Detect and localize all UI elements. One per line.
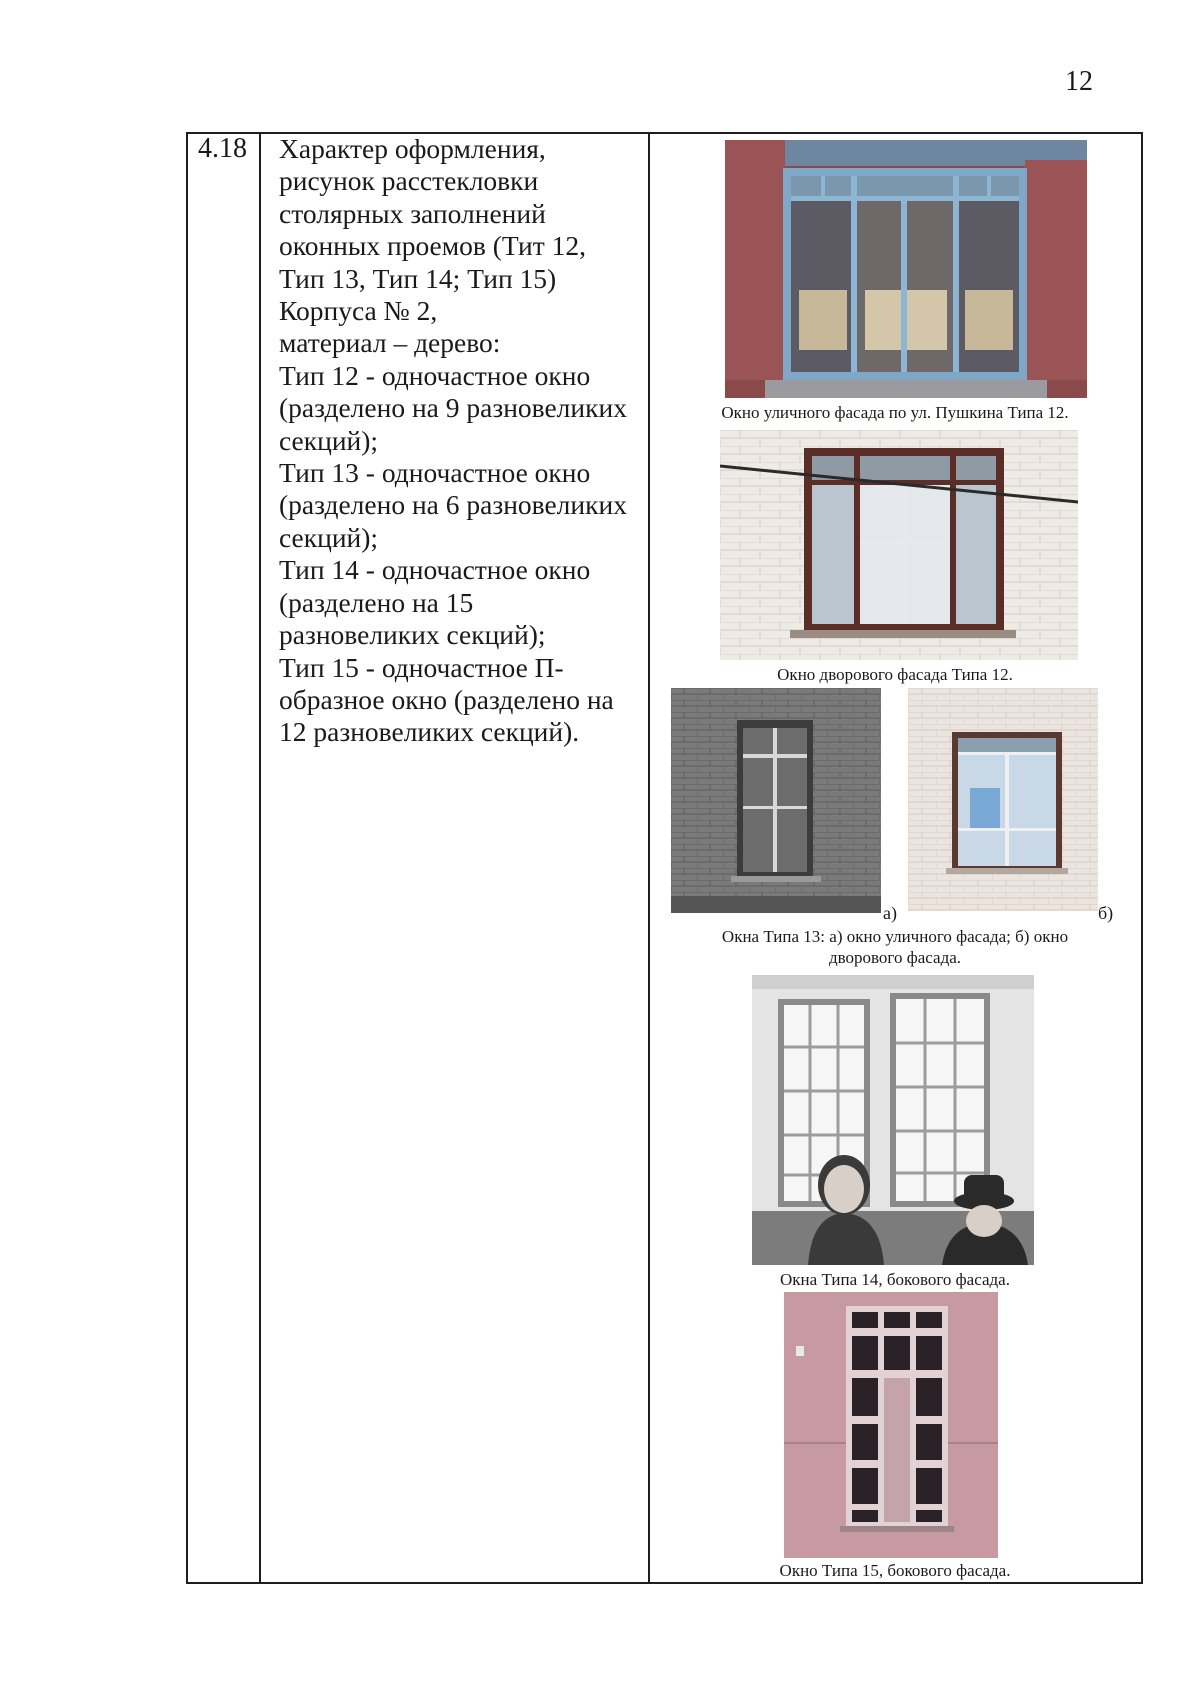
type13-yard-window-photo bbox=[908, 688, 1098, 911]
desc-line: Тип 12 - одночастное окно bbox=[279, 359, 591, 391]
desc-line: Тип 14 - одночастное окно bbox=[279, 554, 591, 586]
type14-caption: Окна Типа 14, бокового фасада. bbox=[780, 1270, 1010, 1289]
row-number: 4.18 bbox=[198, 133, 247, 164]
desc-line: 12 разновеликих секций). bbox=[279, 716, 580, 748]
type13-caption-line-2: дворового фасада. bbox=[828, 948, 962, 967]
desc-line: образное окно (разделено на bbox=[279, 683, 614, 715]
table-border-left bbox=[186, 132, 188, 1584]
desc-line: Характер оформления, bbox=[279, 133, 546, 164]
type13-street-window-photo bbox=[671, 688, 881, 913]
type15-caption: Окно Типа 15, бокового фасада. bbox=[779, 1561, 1011, 1580]
type12-street-caption: Окно уличного фасада по ул. Пушкина Типа 12. bbox=[721, 403, 1069, 422]
desc-line: материал – дерево: bbox=[279, 327, 501, 359]
desc-line: (разделено на 9 разновеликих bbox=[279, 392, 627, 424]
desc-line: (разделено на 6 разновеликих bbox=[279, 489, 627, 521]
type12-yard-caption: Окно дворового фасада Типа 12. bbox=[777, 665, 1013, 684]
type12-yard-window-photo bbox=[720, 430, 1078, 660]
desc-line: (разделено на 15 bbox=[279, 586, 474, 618]
desc-line: Тип 15 - одночастное П- bbox=[279, 651, 564, 683]
desc-line: секций); bbox=[279, 521, 379, 553]
type12-street-window-photo bbox=[725, 140, 1087, 398]
type14-side-window-photo bbox=[752, 975, 1034, 1265]
type13-label-a: а) bbox=[883, 903, 897, 923]
desc-line: разновеликих секций); bbox=[279, 619, 546, 651]
table-border-right bbox=[1141, 132, 1143, 1584]
desc-line: столярных заполнений bbox=[279, 197, 546, 229]
desc-line: Тип 13 - одночастное окно bbox=[279, 457, 591, 489]
table-divider-1 bbox=[259, 132, 261, 1584]
desc-line: оконных проемов (Тит 12, bbox=[279, 230, 587, 262]
page-number: 12 bbox=[1065, 66, 1093, 97]
type13-caption-line-1: Окна Типа 13: а) окно уличного фасада; б) окно bbox=[721, 927, 1069, 946]
desc-line: Тип 13, Тип 14; Тип 15) bbox=[279, 262, 557, 294]
desc-line: Корпуса № 2, bbox=[279, 295, 438, 327]
desc-line: секций); bbox=[279, 424, 379, 456]
row-description bbox=[279, 133, 651, 749]
desc-line: рисунок расстекловки bbox=[279, 165, 539, 197]
type13-label-b: б) bbox=[1098, 903, 1114, 923]
type15-side-window-photo bbox=[784, 1292, 998, 1558]
table-border-bottom bbox=[186, 1582, 1143, 1584]
